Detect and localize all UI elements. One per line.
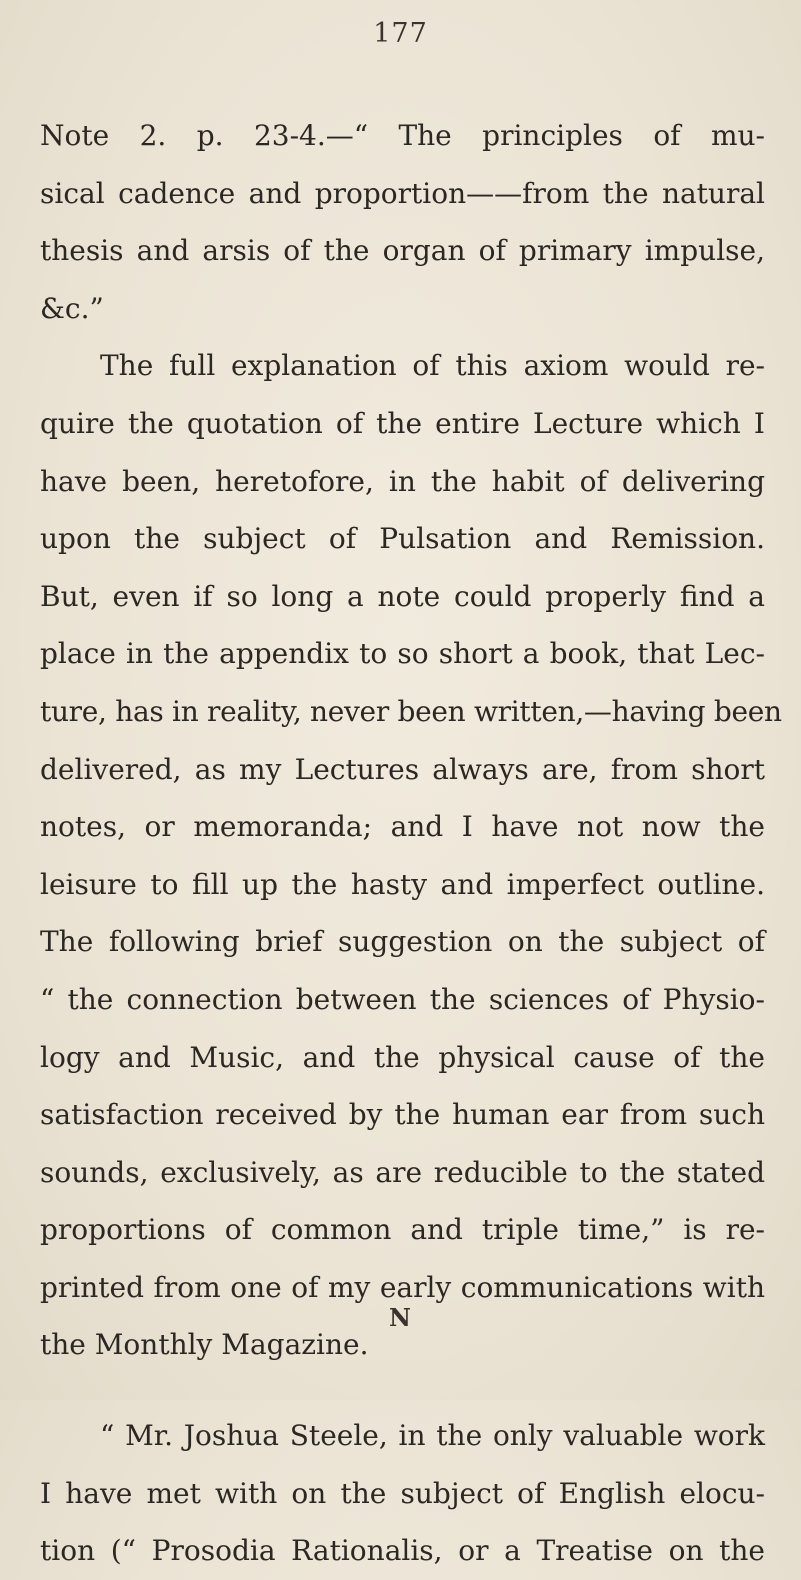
text-line: &c.” [40,291,104,325]
body-text [40,107,782,1580]
text-line: printed from one of my early communications with [40,1270,765,1304]
text-line: The full explanation of this axiom would re- [100,349,765,383]
text-line: “ the connection between the sciences of Physio- [40,982,765,1016]
text-line: I have met with on the subject of English elocu- [40,1476,765,1510]
text-line: Note 2. p. 23-4.—“ The principles of mu- [40,119,765,152]
text-line: logy and Music, and the physical cause of the [40,1040,765,1074]
text-line: proportions of common and triple time,” is re- [40,1213,765,1247]
text-line: quire the quotation of the entire Lecture which I [40,406,765,440]
text-line: The following brief suggestion on the subject of [40,925,765,959]
text-line: thesis and arsis of the organ of primary impulse, [40,234,765,268]
text-line: place in the appendix to so short a book, that Lec- [40,637,765,671]
text-line: the Monthly Magazine. [40,1328,369,1362]
page-number: 177 [373,18,428,49]
text-line: notes, or memoranda; and I have not now the [40,810,765,844]
text-line: But, even if so long a note could properly find a [40,579,765,613]
text-line: upon the subject of Pulsation and Remission. [40,522,765,556]
text-line: leisure to fill up the hasty and imperfect outline. [40,867,765,901]
text-line: satisfaction received by the human ear from such [40,1098,765,1132]
signature-mark: N [389,1303,412,1332]
paragraph-gap [40,1374,765,1407]
text-line: tion (“ Prosodia Rationalis, or a Treatise on the [40,1534,765,1568]
text-line: delivered, as my Lectures always are, from short [40,752,765,786]
text-line: have been, heretofore, in the habit of delivering [40,464,765,498]
text-line: “ Mr. Joshua Steele, in the only valuable work [100,1419,765,1453]
text-line: sical cadence and proportion——from the natural [40,176,765,210]
text-line: ture, has in reality, never been written,—having been [40,694,782,728]
text-line: sounds, exclusively, as are reducible to the stated [40,1155,765,1189]
